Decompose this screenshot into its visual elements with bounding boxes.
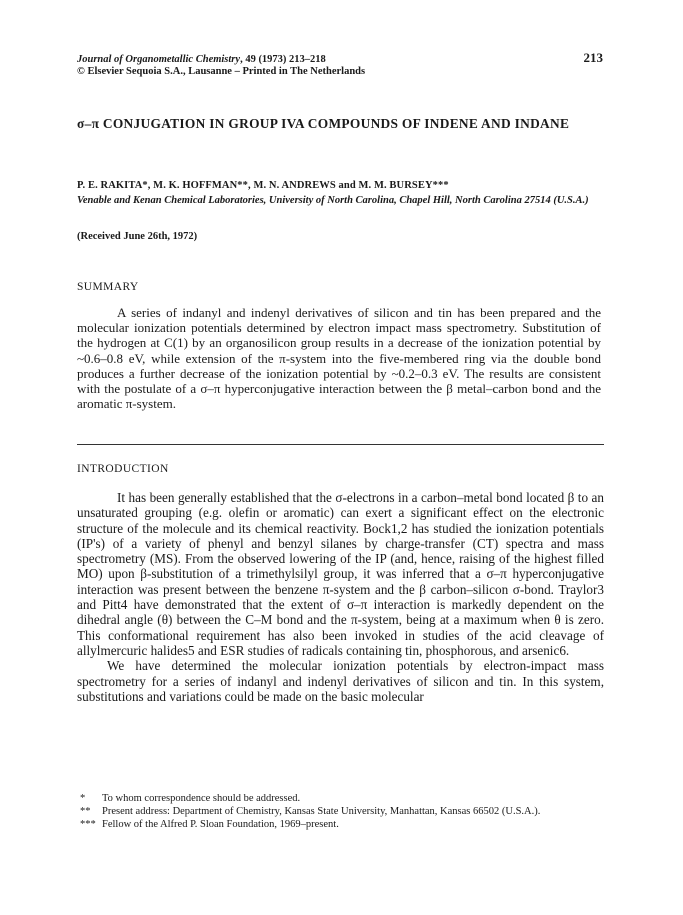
journal-volume-pages: , 49 (1973) 213–218 xyxy=(240,54,326,65)
received-date: (Received June 26th, 1972) xyxy=(77,231,198,242)
journal-name: Journal of Organometallic Chemistry xyxy=(77,54,241,65)
introduction-paragraph-1: It has been generally established that the σ-electrons in a carbon–metal bond located β to an unsaturated grouping (e.g. olefin or aromatic) can exert a significant effect on the electronic structure of the molecule and its chemical reactivity. Bock1,2 has studied the ionization potentials (IP's) of a variety of phenyl and benzyl silanes by charge-transfer (CT) spectra and mass spectrometry (MS). From the observed lowering of the IP (and, hence, raising of the highest filled MO) upon β-substitution of a trimethylsilyl group, it was inferred that a σ–π hyperconjugative interaction was present between the benzene π-system and the β carbon–silicon σ-bond. Traylor3 and Pitt4 have demonstrated that the extent of σ–π interaction is markedly dependent on the dihedral angle (θ) between the C–M bond and the π-system, being at a maximum when θ is zero. This conformational requirement has also been invoked in studies of the acid cleavage of allylmercuric halides5 and ESR studies of radicals containing tin, phosphorous, and arsenic6. xyxy=(77,490,604,658)
footnote-mark: * xyxy=(80,793,86,804)
footnote xyxy=(80,792,640,805)
introduction-paragraph-2: We have determined the molecular ionization potentials by electron-impact mass spectrometry for a series of indanyl and indenyl derivatives of silicon and tin. In this system, substitutions and variations could be made on the basic molecular xyxy=(77,658,604,704)
section-divider xyxy=(77,444,604,445)
journal-header xyxy=(77,54,365,78)
footnote xyxy=(80,818,640,831)
author-list: P. E. RAKITA*, M. K. HOFFMAN**, M. N. ANDREWS and M. M. BURSEY*** xyxy=(77,180,449,191)
publisher-line: © Elsevier Sequoia S.A., Lausanne – Printed in The Netherlands xyxy=(77,66,366,77)
introduction-section xyxy=(77,490,604,704)
footnote-mark: ** xyxy=(80,806,91,817)
footnote-text: To whom correspondence should be addressed. xyxy=(102,793,301,804)
footnote-text: Present address: Department of Chemistry, Kansas State University, Manhattan, Kansas 66502 (U.S.A.). xyxy=(102,806,541,817)
article-title: σ–π CONJUGATION IN GROUP IVA COMPOUNDS OF INDENE AND INDANE xyxy=(77,116,570,131)
footnote xyxy=(80,805,640,818)
footnote-mark: *** xyxy=(80,819,96,830)
summary-paragraph: A series of indanyl and indenyl derivatives of silicon and tin has been prepared and the molecular ionization potentials determined by electron impact mass spectrometry. Substitution of the hydrogen at C(1) by an organosilicon group results in a decrease of the ionization potential by ~0.6–0.8 eV, while extension of the π-system into the five-membered ring via the double bond produces a further decrease of the ionization potential by ~0.2–0.3 eV. The results are consistent with the postulate of a σ–π hyperconjugative interaction between the β metal–carbon bond and the aromatic π-system. xyxy=(77,305,601,412)
summary-heading: SUMMARY xyxy=(77,281,139,293)
page-number: 213 xyxy=(583,50,603,65)
author-affiliation: Venable and Kenan Chemical Laboratories, University of North Carolina, Chapel Hill, North Carolina 27514 (U.S.A.) xyxy=(77,195,589,206)
journal-citation xyxy=(77,54,365,66)
introduction-heading: INTRODUCTION xyxy=(77,463,169,475)
footnotes xyxy=(80,792,640,831)
footnote-text: Fellow of the Alfred P. Sloan Foundation, 1969–present. xyxy=(102,819,339,830)
summary-section xyxy=(77,305,601,411)
